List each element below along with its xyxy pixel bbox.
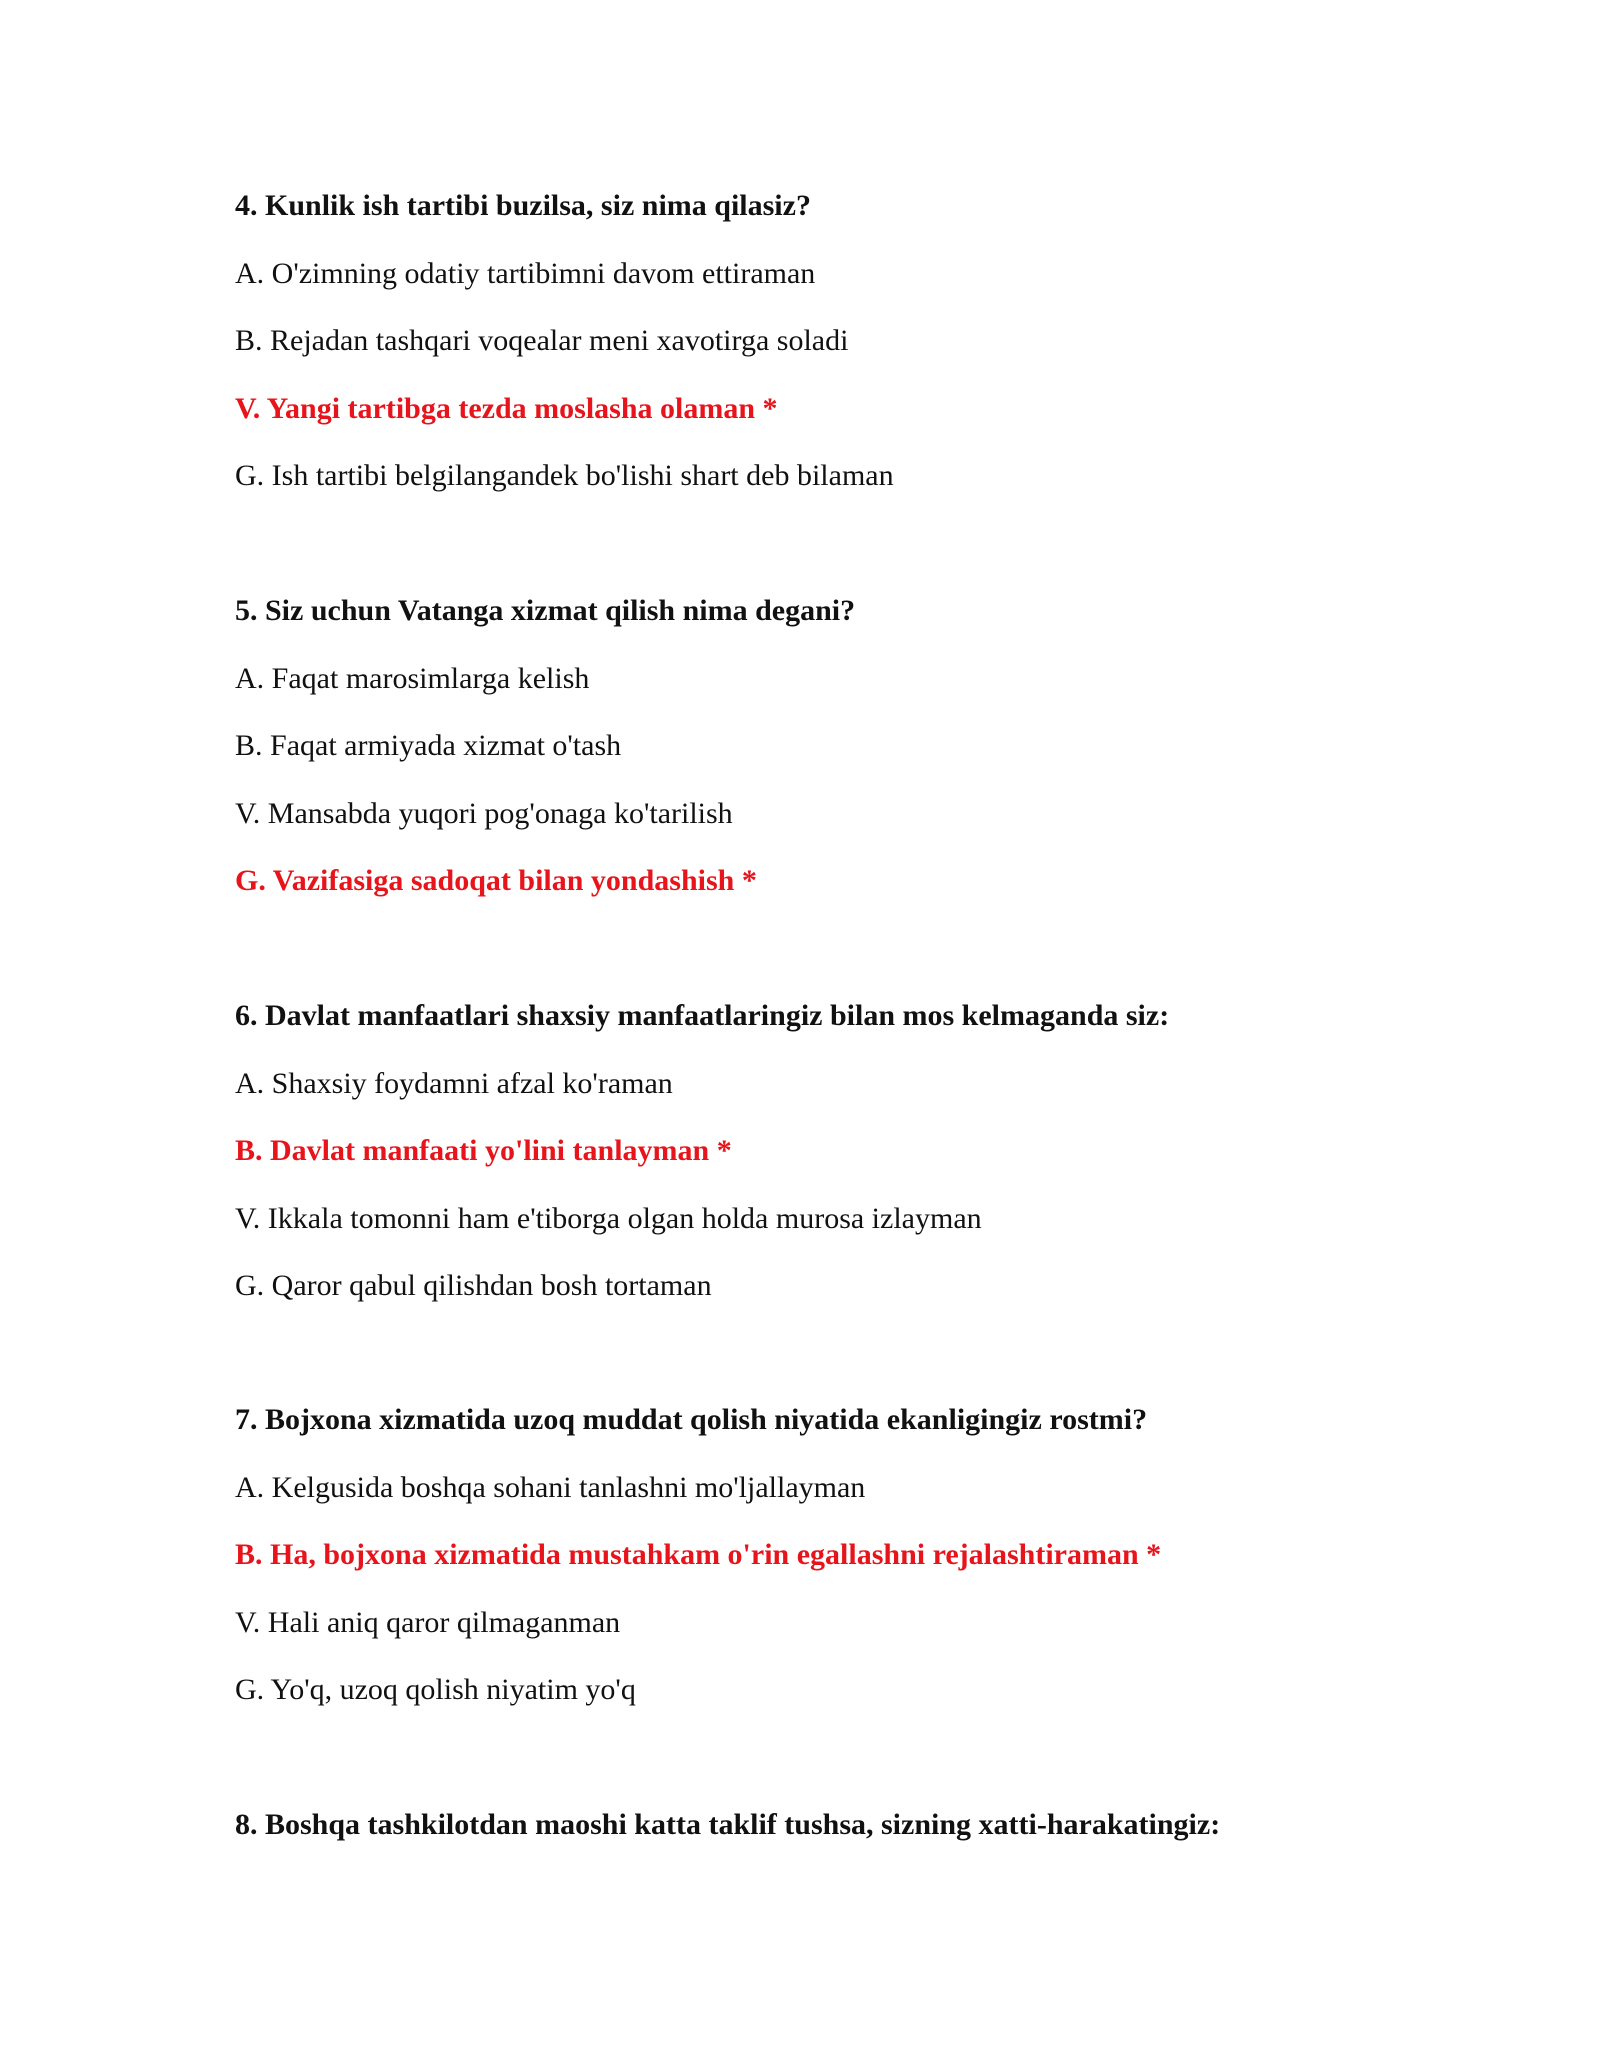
answer-option: A. Faqat marosimlarga kelish bbox=[235, 661, 590, 695]
question-title: 6. Davlat manfaatlari shaxsiy manfaatlaringiz bilan mos kelmaganda siz: bbox=[235, 999, 1170, 1032]
answer-option: B. Rejadan tashqari voqealar meni xavotirga soladi bbox=[235, 324, 849, 357]
answer-option-correct: B. Ha, bojxona xizmatida mustahkam o'rin egallashni rejalashtiraman * bbox=[235, 1538, 1162, 1571]
question-title: 7. Bojxona xizmatida uzoq muddat qolish niyatida ekanligingiz rostmi? bbox=[235, 1403, 1148, 1436]
question-block-7 bbox=[235, 1397, 1485, 1713]
question-block-5 bbox=[235, 588, 1485, 904]
answer-option-correct: G. Vazifasiga sadoqat bilan yondashish * bbox=[235, 864, 757, 897]
question-block-6 bbox=[235, 993, 1485, 1309]
question-block-4 bbox=[235, 183, 1485, 499]
answer-option: V. Ikkala tomonni ham e'tiborga olgan holda murosa izlayman bbox=[235, 1201, 982, 1235]
answer-option: V. Mansabda yuqori pog'onaga ko'tarilish bbox=[235, 796, 733, 830]
answer-option: G. Yo'q, uzoq qolish niyatim yo'q bbox=[235, 1673, 636, 1706]
answer-option: G. Ish tartibi belgilangandek bo'lishi shart deb bilaman bbox=[235, 459, 894, 492]
question-block-8 bbox=[235, 1802, 1485, 1848]
answer-option: A. Shaxsiy foydamni afzal ko'raman bbox=[235, 1066, 673, 1100]
answer-option: G. Qaror qabul qilishdan bosh tortaman bbox=[235, 1269, 712, 1302]
question-title: 4. Kunlik ish tartibi buzilsa, siz nima qilasiz? bbox=[235, 189, 811, 222]
answer-option: A. Kelgusida boshqa sohani tanlashni mo'ljallayman bbox=[235, 1470, 866, 1504]
answer-option: V. Hali aniq qaror qilmaganman bbox=[235, 1605, 621, 1639]
question-title: 5. Siz uchun Vatanga xizmat qilish nima degani? bbox=[235, 594, 856, 627]
answer-option-correct: B. Davlat manfaati yo'lini tanlayman * bbox=[235, 1134, 732, 1167]
answer-option: B. Faqat armiyada xizmat o'tash bbox=[235, 729, 622, 762]
answer-option: A. O'zimning odatiy tartibimni davom ettiraman bbox=[235, 256, 816, 290]
answer-option-correct: V. Yangi tartibga tezda moslasha olaman * bbox=[235, 391, 778, 425]
question-title: 8. Boshqa tashkilotdan maoshi katta taklif tushsa, sizning xatti-harakatingiz: bbox=[235, 1808, 1221, 1841]
